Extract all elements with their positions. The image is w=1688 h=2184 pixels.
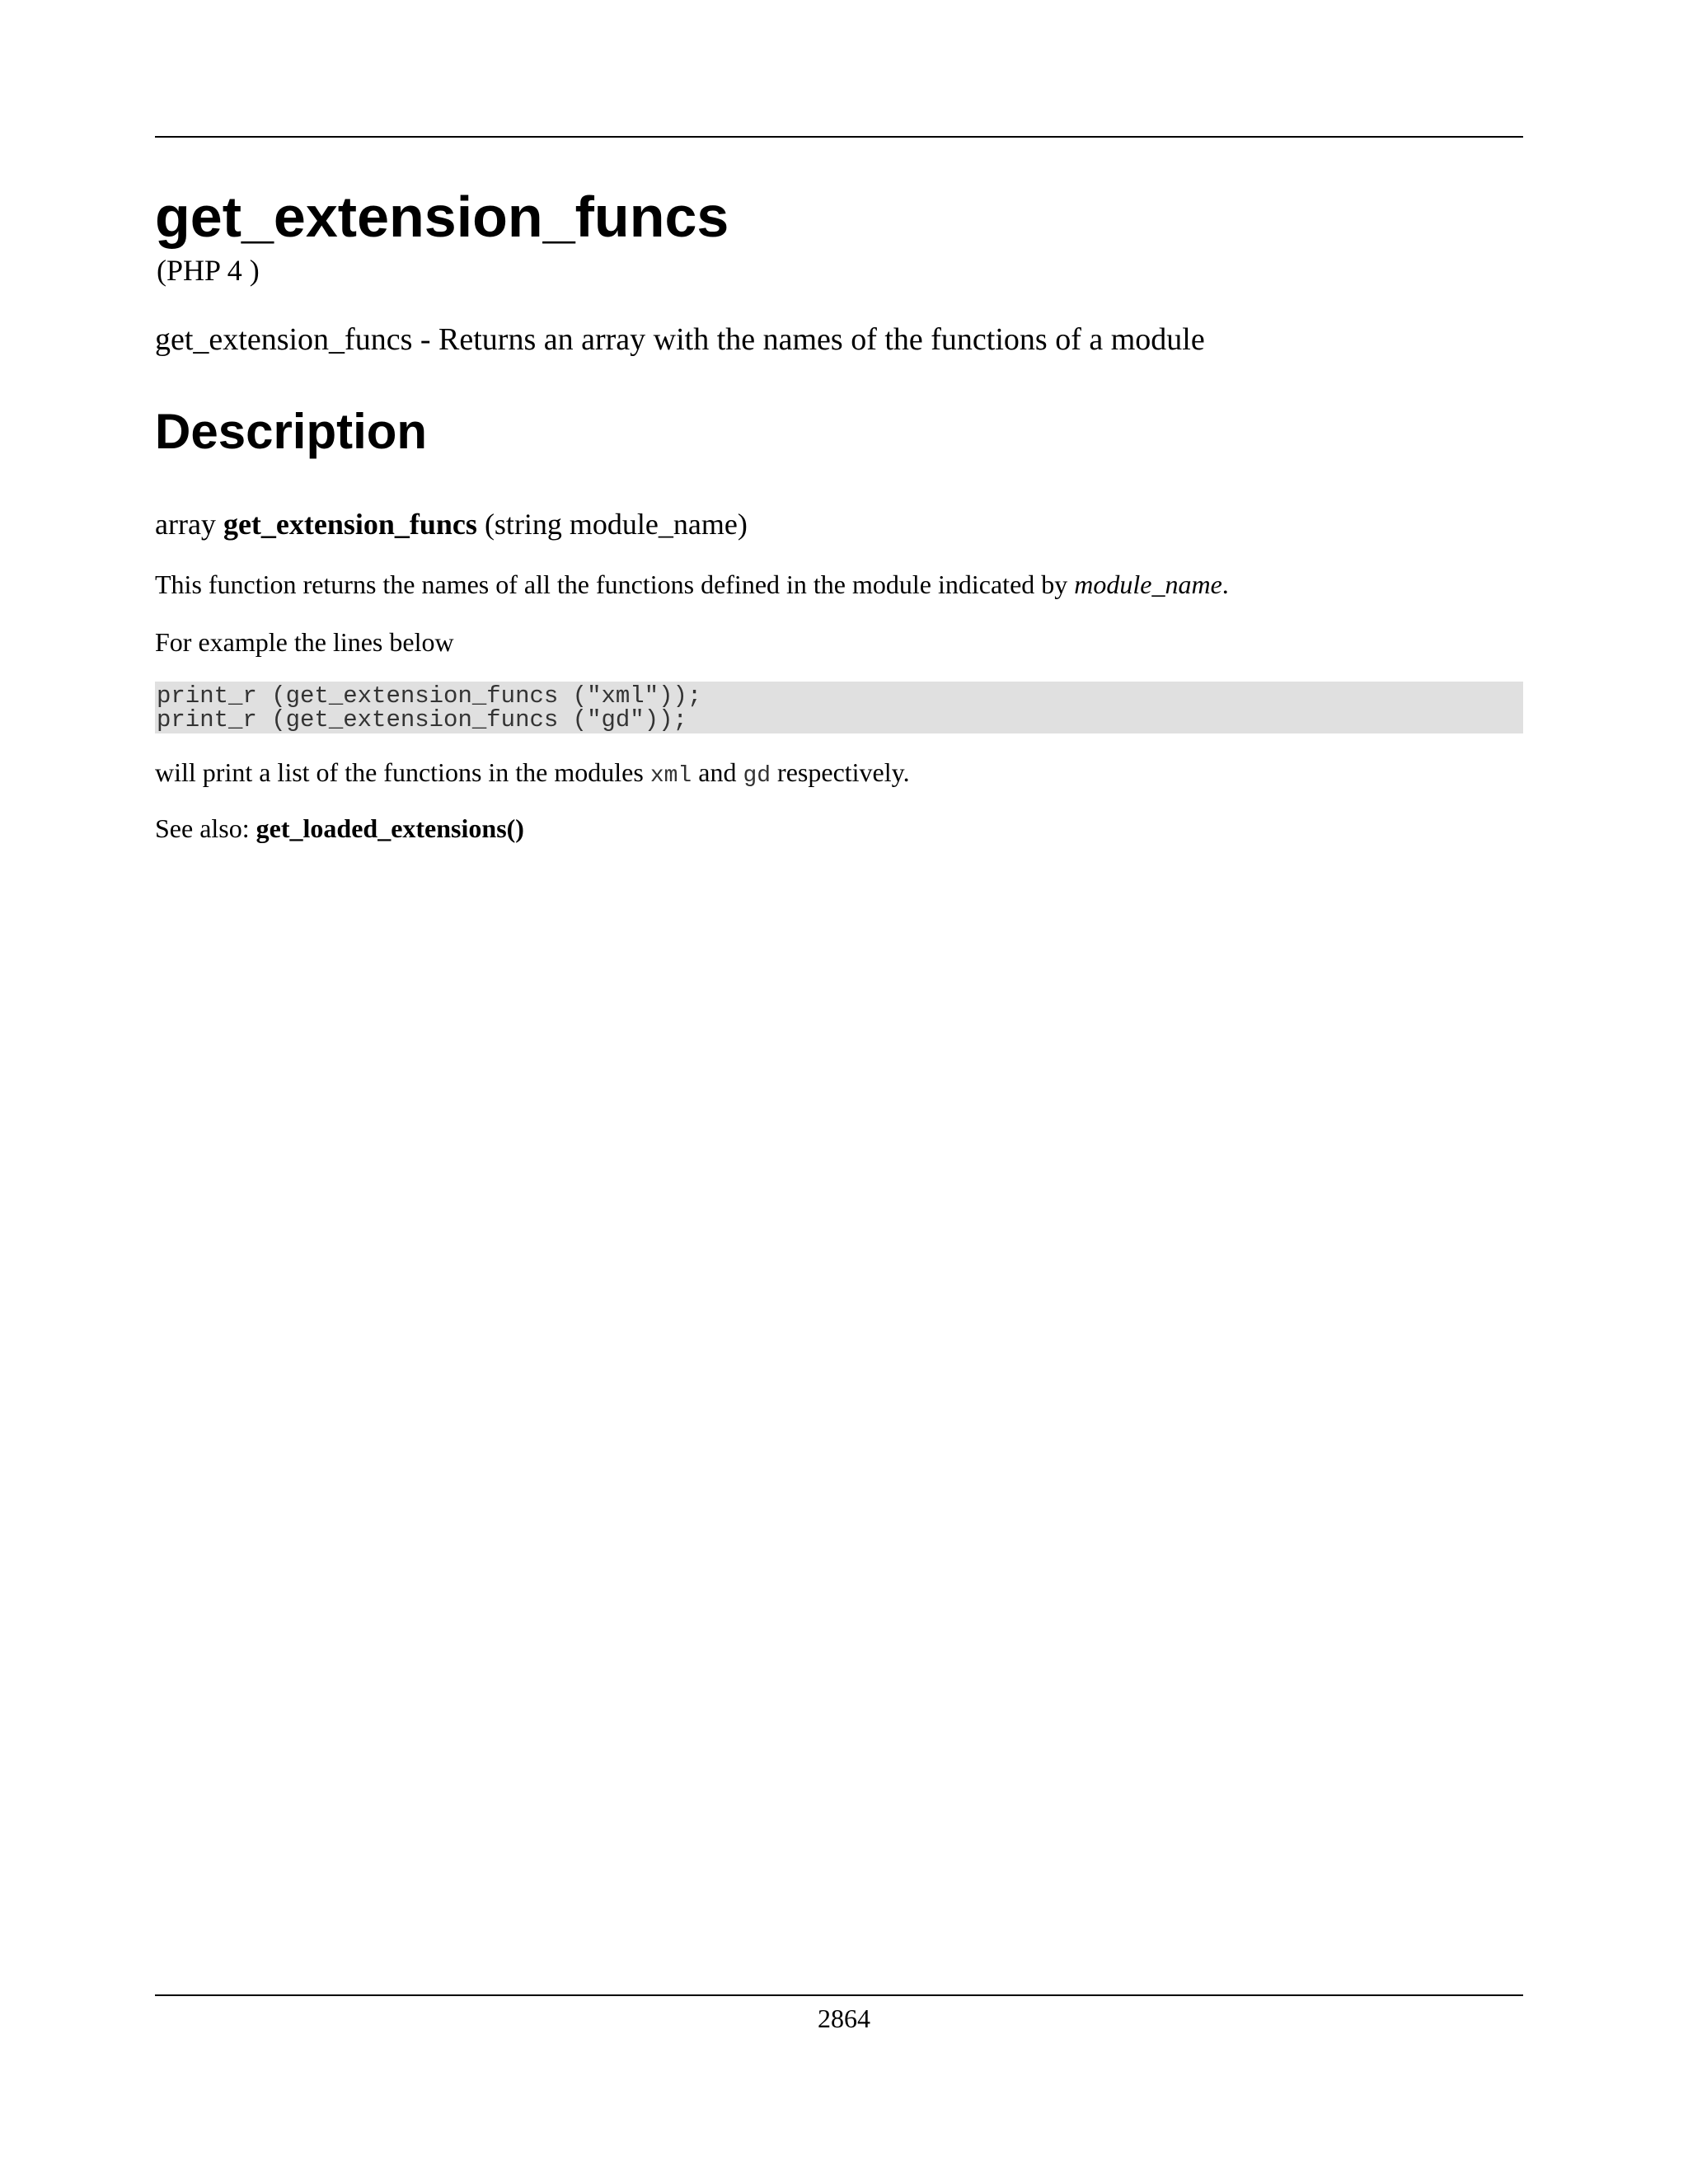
code-line: print_r (get_extension_funcs ("xml")); [157,682,702,710]
page-number: 2864 [818,2004,870,2033]
result-ending: respectively. [777,757,910,787]
function-synopsis [155,507,748,542]
return-type: array [155,508,216,541]
code-line: print_r (get_extension_funcs ("gd")); [157,706,687,733]
see-also [155,813,524,844]
description-heading: Description [155,404,428,459]
result-text: will print a list of the functions in the modules [155,757,644,787]
header-rule [155,136,1523,138]
page-title: get_extension_funcs [155,185,729,249]
result-conjunction: and [698,757,737,787]
param-name: module_name [1074,569,1222,599]
module-xml: xml [649,763,692,789]
module-gd: gd [743,763,771,789]
intro-text: This function returns the names of all the functions defined in the module indicated by [155,569,1068,599]
see-also-label: See also: [155,813,250,843]
see-also-link[interactable]: get_loaded_extensions() [256,813,524,843]
function-params: (string module_name) [484,508,748,541]
intro-paragraph [155,569,1229,600]
example-lead: For example the lines below [155,627,454,657]
function-name: get_extension_funcs [223,508,477,541]
php-version: (PHP 4 ) [157,254,260,287]
result-paragraph [155,757,910,790]
intro-period: . [1221,569,1229,599]
code-example [155,682,1523,733]
refpurpose: get_extension_funcs - Returns an array with the names of the functions of a module [155,322,1205,357]
footer-rule [155,1994,1523,1996]
